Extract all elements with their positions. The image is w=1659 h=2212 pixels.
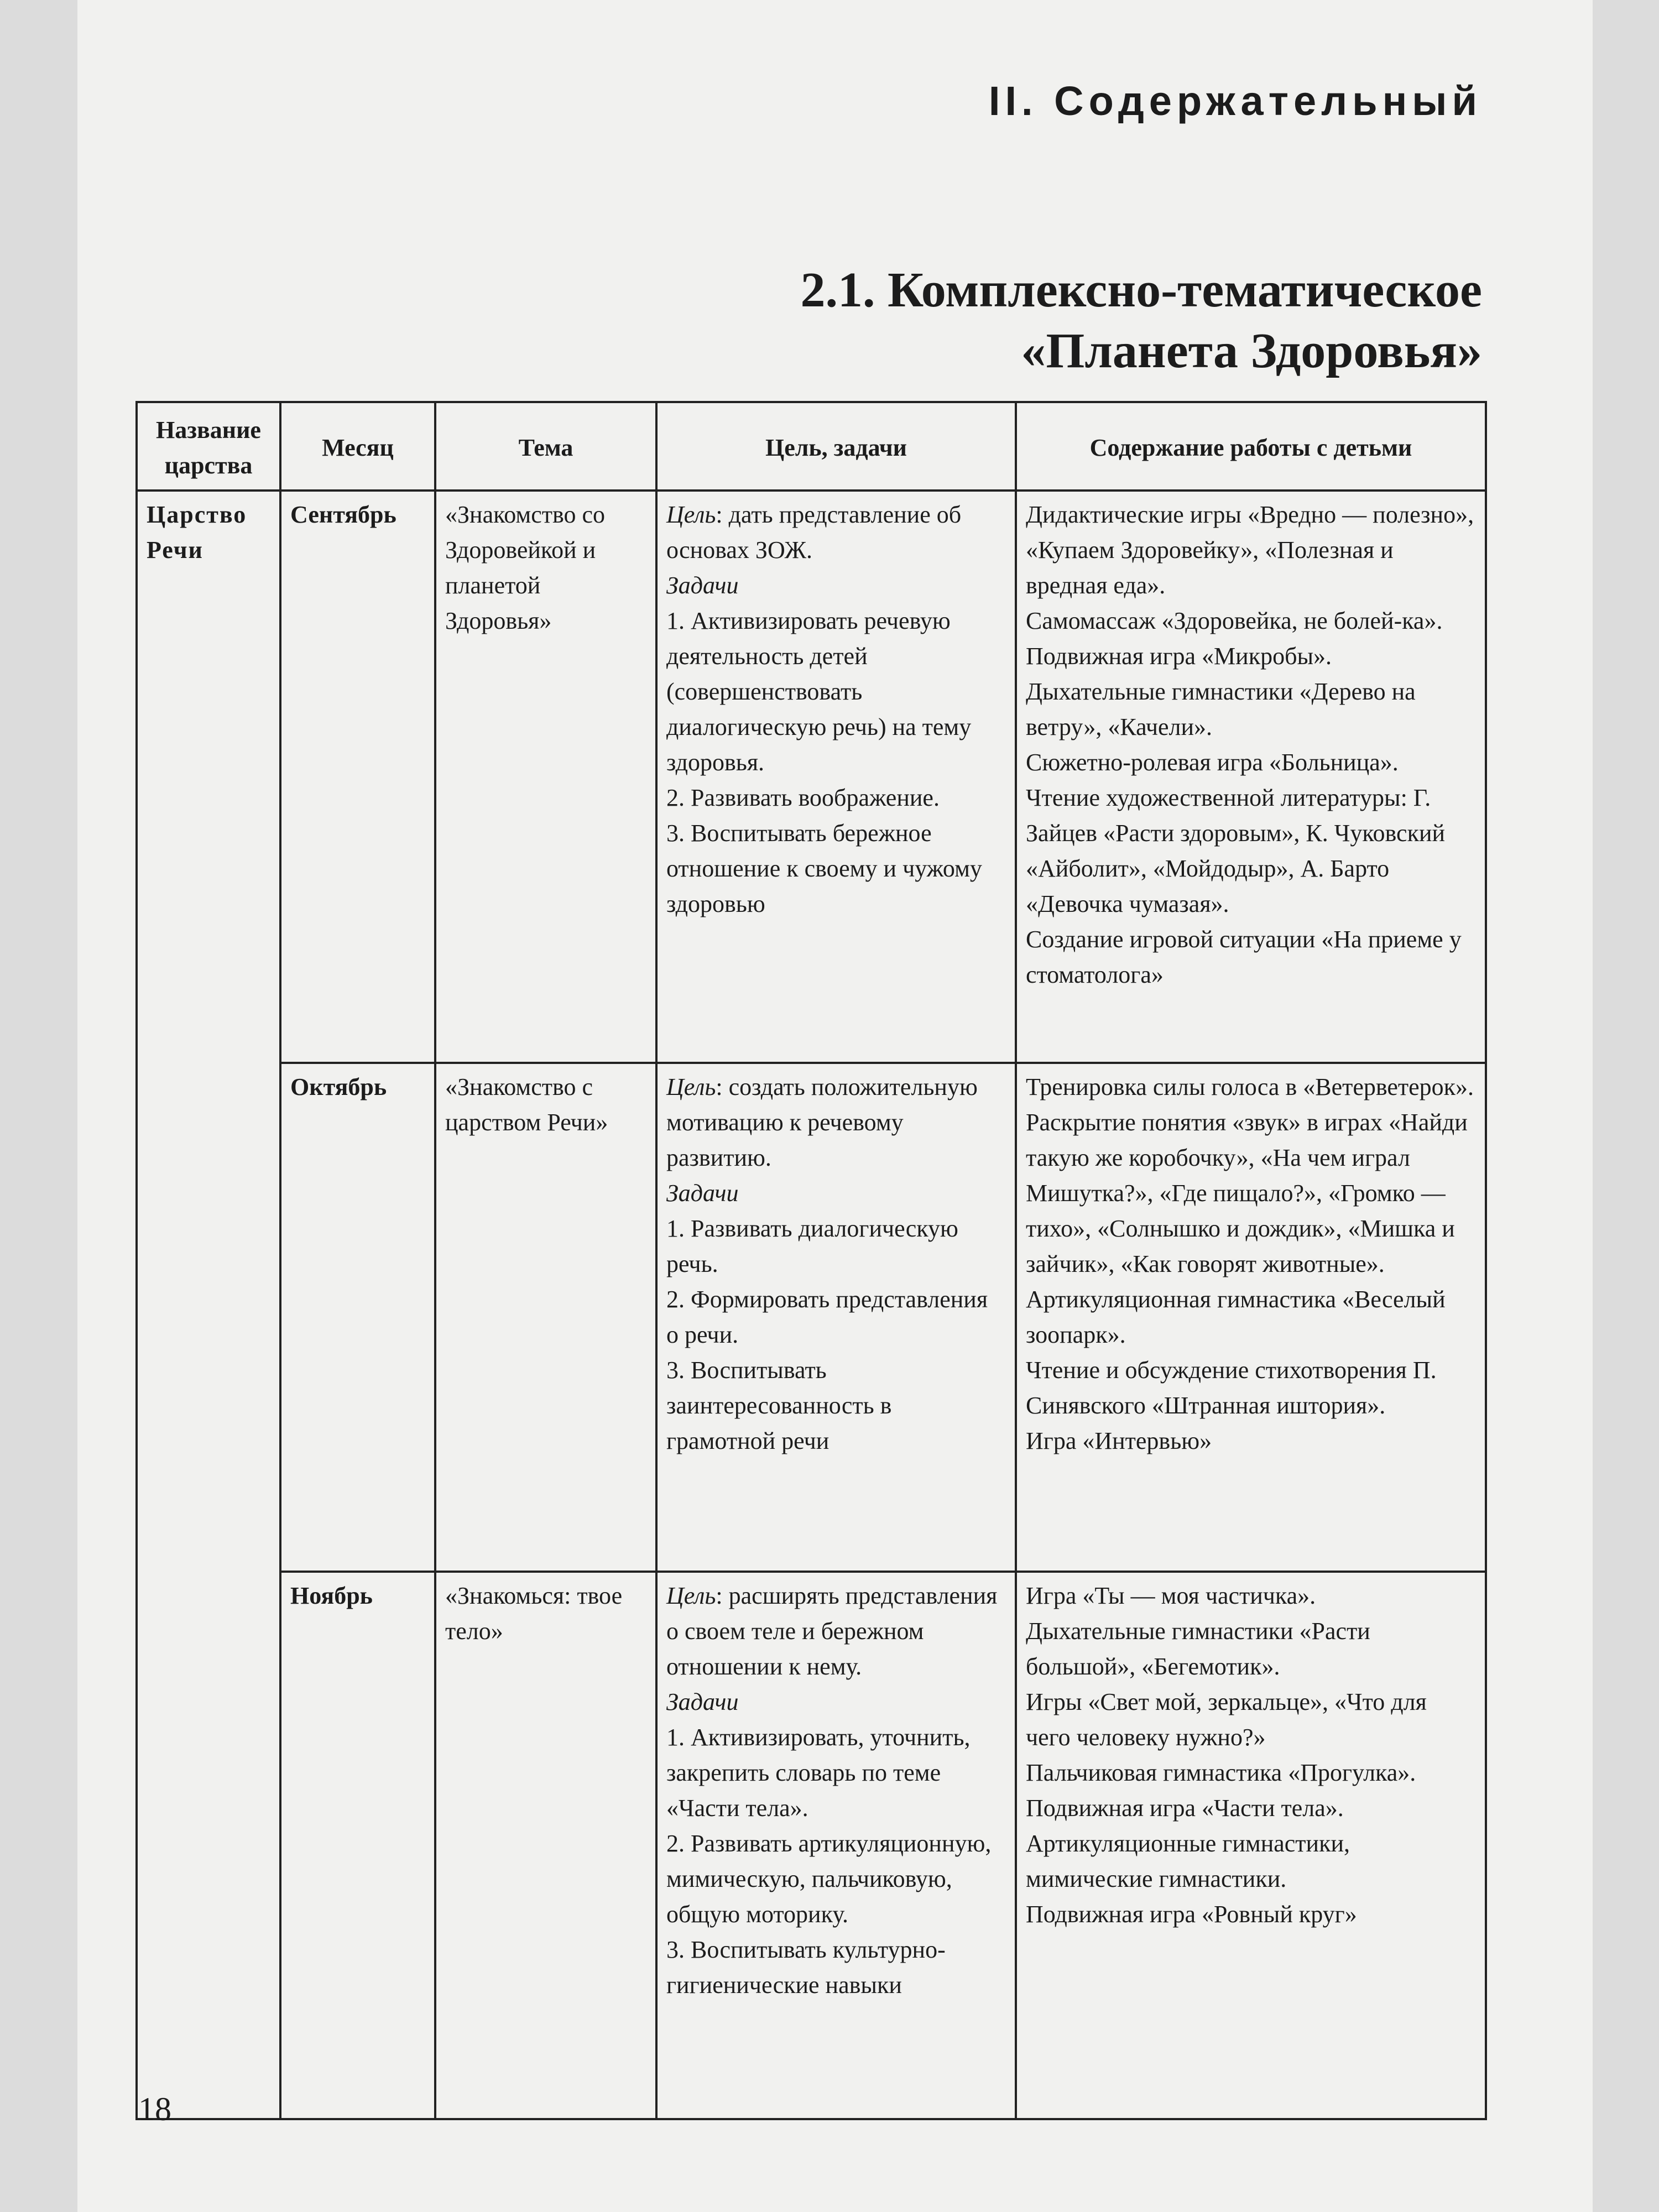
content-item: Тренировка силы голоса в «Ветерветерок». [1026, 1073, 1474, 1100]
goal-cell [656, 491, 1016, 1063]
task-item: 3. Воспитывать культурно-гигиенические навыки [666, 1936, 946, 1999]
document-page [77, 0, 1593, 2212]
table-row [137, 1572, 1486, 2119]
content-cell [1016, 1572, 1486, 2119]
content-item: Чтение художественной литературы: Г. Зайцев «Расти здоровым», К. Чуковский «Айболит», «Мойдодыр», А. Барто «Девочка чумазая». [1026, 784, 1446, 917]
tasks-label: Задачи [666, 572, 739, 599]
header-content: Содержание работы с детьми [1016, 402, 1486, 491]
content-cell [1016, 1063, 1486, 1572]
content-item: Артикуляционные гимнастики, мимические гимнастики. [1026, 1830, 1350, 1892]
content-item: Раскрытие понятия «звук» в играх «Найди такую же коробочку», «На чем играл Мишутка?», «Где пищало?», «Громко — тихо», «Солнышко и дождик», «Мишка и зайчик», «Как говорят животные». [1026, 1109, 1468, 1277]
content-cell [1016, 491, 1486, 1063]
task-item: 1. Активизировать, уточнить, закрепить словарь по теме «Части тела». [666, 1724, 971, 1822]
content-item: Дидактические игры «Вредно — полезно», «Купаем Здоровейку», «Полезная и вредная еда». [1026, 501, 1474, 599]
subtitle-line-2: «Планета Здоровья» [1021, 324, 1482, 378]
content-item: Дыхательные гимнастики «Дерево на ветру», «Качели». [1026, 678, 1416, 740]
header-month: Месяц [280, 402, 435, 491]
goal-label: Цель [666, 501, 716, 528]
task-item: 1. Активизировать речевую деятельность детей (совершенствовать диалогическую речь) на тему здоровья. [666, 607, 972, 776]
subtitle-line-1: 2.1. Комплексно-тематическое [800, 263, 1482, 317]
theme-cell: «Знакомься: твое тело» [435, 1572, 656, 2119]
header-theme: Тема [435, 402, 656, 491]
header-goal: Цель, задачи [656, 402, 1016, 491]
header-kingdom: Название царства [137, 402, 280, 491]
content-item: Подвижная игра «Части тела». [1026, 1794, 1344, 1822]
theme-cell: «Знакомство со Здоровейкой и планетой Здоровья» [435, 491, 656, 1063]
goal-label: Цель [666, 1073, 716, 1100]
table-header-row [137, 402, 1486, 491]
task-item: 2. Формировать представления о речи. [666, 1286, 988, 1348]
content-item: Самомассаж «Здоровейка, не болей-ка». [1026, 607, 1443, 634]
goal-cell [656, 1063, 1016, 1572]
page-number: 18 [138, 2091, 171, 2127]
theme-cell: «Знакомство с царством Речи» [435, 1063, 656, 1572]
tasks-label: Задачи [666, 1688, 739, 1715]
task-item: 1. Развивать диалогическую речь. [666, 1215, 958, 1277]
goal-line [666, 1578, 1006, 1684]
task-item: 2. Развивать артикуляционную, мимическую, пальчиковую, общую моторику. [666, 1830, 992, 1928]
section-title: II. Содержательный [988, 78, 1482, 124]
task-item: 3. Воспитывать заинтересованность в грамотной речи [666, 1357, 892, 1454]
content-item: Сюжетно-ролевая игра «Больница». [1026, 749, 1399, 776]
task-item: 3. Воспитывать бережное отношение к своему и чужому здоровью [666, 820, 982, 917]
thematic-plan-table [135, 401, 1487, 2120]
goal-line [666, 497, 1006, 568]
subtitle [801, 260, 1483, 382]
goal-text: : создать положительную мотивацию к речевому развитию. [666, 1073, 978, 1171]
goal-line [666, 1070, 1006, 1176]
goal-label: Цель [666, 1582, 716, 1609]
content-item: Игра «Интервью» [1026, 1427, 1212, 1454]
month-cell: Ноябрь [280, 1572, 435, 2119]
content-item: Подвижная игра «Ровный круг» [1026, 1901, 1357, 1928]
content-item: Игры «Свет мой, зеркальце», «Что для чего человеку нужно?» [1026, 1688, 1427, 1751]
table-row [137, 1063, 1486, 1572]
goal-text: : расширять представления о своем теле и бережном отношении к нему. [666, 1582, 998, 1680]
content-item: Создание игровой ситуации «На приеме у стоматолога» [1026, 926, 1462, 988]
content-item: Подвижная игра «Микробы». [1026, 643, 1332, 670]
month-cell: Сентябрь [280, 491, 435, 1063]
kingdom-cell: Царство Речи [137, 491, 280, 2119]
content-item: Игра «Ты — моя частичка». [1026, 1582, 1316, 1609]
goal-text: : дать представление об основах ЗОЖ. [666, 501, 962, 564]
goal-cell [656, 1572, 1016, 2119]
content-item: Чтение и обсуждение стихотворения П. Синявского «Штранная иштория». [1026, 1357, 1437, 1419]
tasks-label: Задачи [666, 1180, 739, 1207]
table-row [137, 491, 1486, 1063]
content-item: Дыхательные гимнастики «Расти большой», «Бегемотик». [1026, 1618, 1370, 1680]
task-item: 2. Развивать воображение. [666, 784, 940, 811]
content-item: Артикуляционная гимнастика «Веселый зоопарк». [1026, 1286, 1446, 1348]
month-cell: Октябрь [280, 1063, 435, 1572]
content-item: Пальчиковая гимнастика «Прогулка». [1026, 1759, 1416, 1786]
